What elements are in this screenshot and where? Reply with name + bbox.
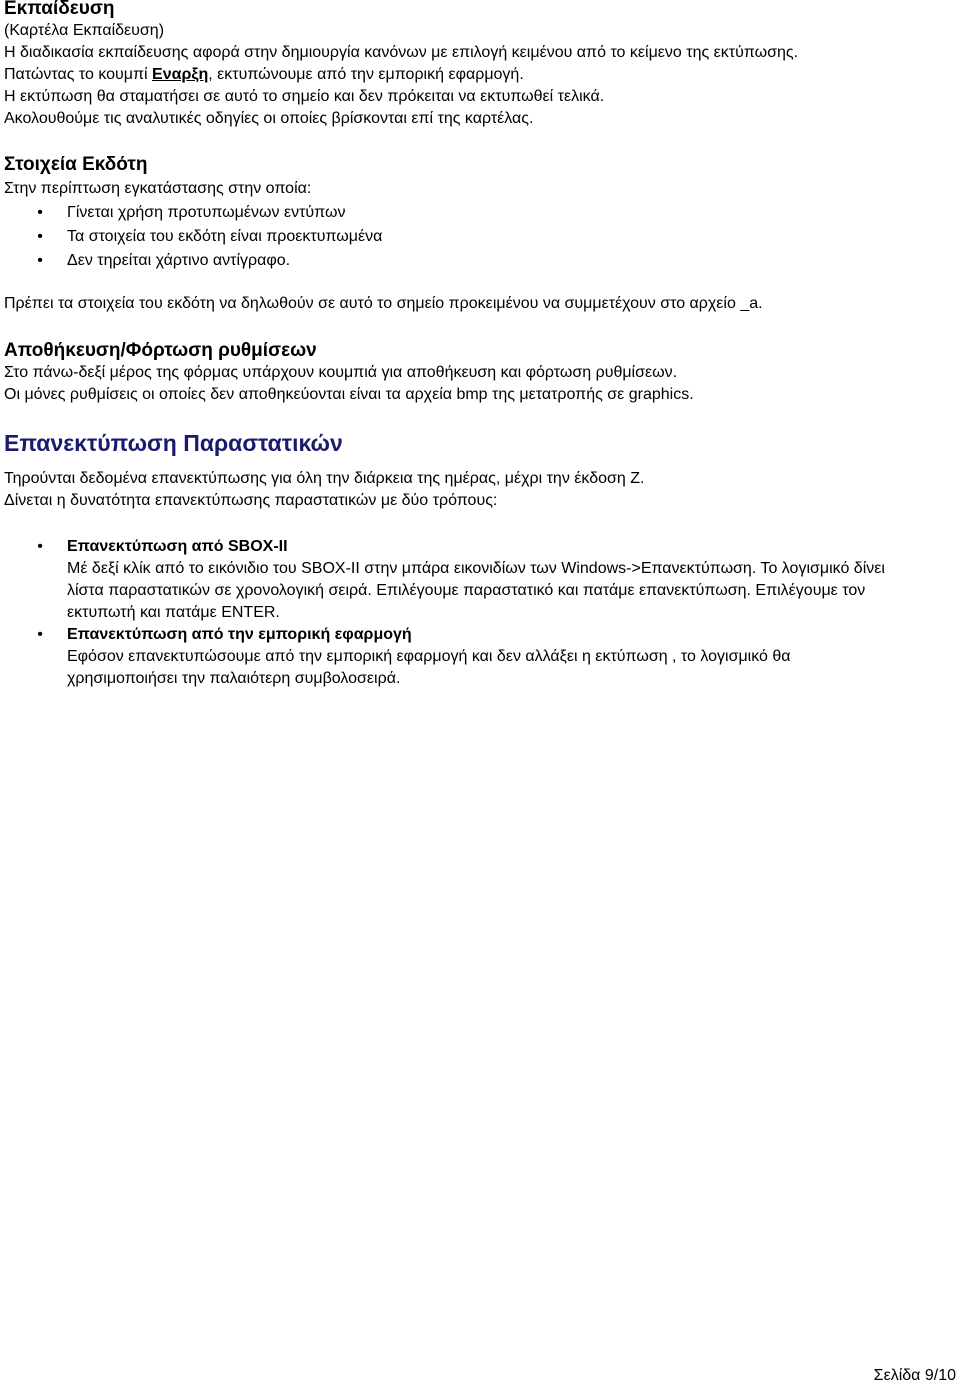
reprint-title: Επανεκτύπωση Παραστατικών: [4, 430, 343, 456]
page-number: Σελίδα 9/10: [873, 1367, 956, 1384]
reprint-method-body: Μέ δεξί κλίκ από το εικόνιδιο του SBOX-II στην μπάρα εικονιδίων των Windows->Επανεκτύπωση. Το λογισμικό δίνει λίστα παραστατικών σε χρονολογική σειρά. Επιλέγουμε παραστατικό και πατάμε επανεκτύπωση. Επιλέγουμε τον εκτυπωτή και πατάμε ENTER.: [67, 560, 885, 621]
issuer-note: Πρέπει τα στοιχεία του εκδότη να δηλωθούν σε αυτό το σημείο προκειμένου να συμμετέχουν στο αρχείο _a.: [4, 295, 763, 312]
training-line-4: Ακολουθούμε τις αναλυτικές οδηγίες οι οποίες βρίσκονται επί της καρτέλας.: [4, 110, 534, 127]
settings-section: [4, 340, 954, 406]
reprint-method-title: Επανεκτύπωση από SBOX-II: [67, 538, 288, 555]
reprint-intro: [4, 468, 954, 512]
settings-title: Αποθήκευση/Φόρτωση ρυθμίσεων: [4, 340, 317, 361]
list-item: [4, 624, 894, 690]
issuer-intro: Στην περίπτωση εγκατάστασης στην οποία:: [4, 180, 312, 197]
reprint-line-1: Τηρούνται δεδομένα επανεκτύπωσης για όλη την διάρκεια της ημέρας, μέχρι την έκδοση Ζ.: [4, 470, 645, 487]
list-item: [4, 536, 894, 624]
issuer-bullet-text: Δεν τηρείται χάρτινο αντίγραφο.: [67, 252, 291, 269]
bullet-icon: •: [37, 252, 43, 269]
issuer-bullet-list: [4, 202, 954, 272]
issuer-bullet-text: Τα στοιχεία του εκδότη είναι προεκτυπωμένα: [67, 228, 383, 245]
settings-line-1: Στο πάνω-δεξί μέρος της φόρμας υπάρχουν κουμπιά για αποθήκευση και φόρτωση ρυθμίσεων.: [4, 364, 678, 381]
bullet-icon: •: [37, 626, 43, 643]
list-item: [4, 202, 954, 224]
training-line-3: Η εκτύπωση θα σταματήσει σε αυτό το σημείο και δεν πρόκειται να εκτυπωθεί τελικά.: [4, 88, 605, 105]
training-subtitle: (Καρτέλα Εκπαίδευση): [4, 22, 165, 39]
reprint-line-2: Δίνεται η δυνατότητα επανεκτύπωσης παραστατικών με δύο τρόπους:: [4, 492, 498, 509]
reprint-method-list: [4, 536, 894, 690]
bullet-icon: •: [37, 228, 43, 245]
settings-line-2: Οι μόνες ρυθμίσεις οι οποίες δεν αποθηκεύονται είναι τα αρχεία bmp της μετατροπής σε graphics.: [4, 386, 694, 403]
issuer-title: Στοιχεία Εκδότη: [4, 154, 148, 175]
training-line-1: Η διαδικασία εκπαίδευσης αφορά στην δημιουργία κανόνων με επιλογή κειμένου από το κείμενο της εκτύπωσης.: [4, 44, 799, 61]
issuer-bullet-text: Γίνεται χρήση προτυπωμένων εντύπων: [67, 204, 346, 221]
list-item: [4, 250, 954, 272]
training-line-2-suffix: , εκτυπώνουμε από την εμπορική εφαρμογή.: [208, 66, 524, 83]
issuer-section: [4, 154, 954, 272]
list-item: [4, 226, 954, 248]
training-line-2-prefix: Πατώντας το κουμπί: [4, 66, 153, 83]
bullet-icon: •: [37, 204, 43, 221]
start-button-reference: Εναρξη: [152, 66, 209, 83]
reprint-method-title: Επανεκτύπωση από την εμπορική εφαρμογή: [67, 626, 412, 643]
reprint-method-body: Εφόσον επανεκτυπώσουμε από την εμπορική εφαρμογή και δεν αλλάξει η εκτύπωση , το λογισμικό θα χρησιμοποιήσει την παλαιότερη συμβολοσειρά.: [67, 648, 791, 687]
bullet-icon: •: [37, 538, 43, 555]
training-section: [4, 0, 954, 130]
training-title: Εκπαίδευση: [4, 0, 115, 19]
training-line-2: [4, 64, 954, 86]
